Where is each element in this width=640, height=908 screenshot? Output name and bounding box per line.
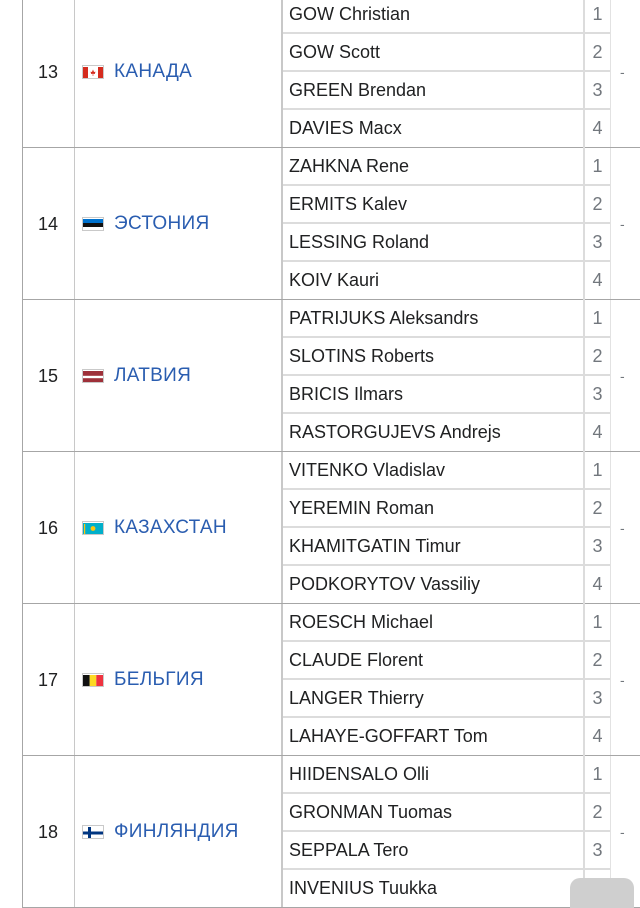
leg-number: 1 bbox=[592, 4, 603, 24]
team-rank: 15 bbox=[37, 366, 59, 386]
athlete-name: GOW Scott bbox=[289, 42, 381, 62]
athlete-name: ZAHKNA Rene bbox=[289, 156, 410, 176]
finland-flag-icon bbox=[82, 825, 104, 839]
athlete-row bbox=[283, 262, 610, 300]
athlete-row bbox=[283, 680, 610, 718]
athlete-row bbox=[283, 870, 610, 908]
athlete-row bbox=[283, 300, 610, 338]
athlete-name: SEPPALA Tero bbox=[289, 840, 409, 860]
leg-number: 2 bbox=[592, 650, 603, 670]
athlete-name: LANGER Thierry bbox=[289, 688, 424, 708]
leg-number: 4 bbox=[592, 574, 603, 594]
country-link[interactable]: КАНАДА bbox=[114, 61, 193, 82]
leg-number: 4 bbox=[592, 270, 603, 290]
athlete-row bbox=[283, 452, 610, 490]
athlete-list bbox=[283, 0, 610, 148]
athlete-list bbox=[283, 452, 610, 604]
belgium-flag-icon bbox=[82, 673, 104, 687]
athlete-name: BRICIS Ilmars bbox=[289, 384, 404, 404]
leg-number: 2 bbox=[592, 802, 603, 822]
team-block bbox=[22, 300, 640, 452]
athlete-name: ROESCH Michael bbox=[289, 612, 434, 632]
leg-number: 3 bbox=[592, 80, 603, 100]
athlete-name: CLAUDE Florent bbox=[289, 650, 424, 670]
athlete-name: VITENKO Vladislav bbox=[289, 460, 446, 480]
team-result-dash: - bbox=[620, 520, 625, 536]
athlete-name: YEREMIN Roman bbox=[289, 498, 435, 518]
athlete-row bbox=[283, 566, 610, 604]
canada-flag-icon bbox=[82, 65, 104, 79]
country-link[interactable]: ЭСТОНИЯ bbox=[114, 213, 210, 234]
leg-number: 2 bbox=[592, 498, 603, 518]
column-divider bbox=[74, 0, 75, 147]
country-link[interactable]: ЛАТВИЯ bbox=[114, 365, 192, 386]
athlete-row bbox=[283, 794, 610, 832]
athlete-name: HIIDENSALO Olli bbox=[289, 764, 430, 784]
column-divider bbox=[74, 300, 75, 451]
athlete-row bbox=[283, 110, 610, 148]
country-link[interactable]: БЕЛЬГИЯ bbox=[114, 669, 204, 690]
team-rank: 13 bbox=[37, 62, 59, 82]
athlete-row bbox=[283, 186, 610, 224]
athlete-list bbox=[283, 604, 610, 756]
athlete-row bbox=[283, 642, 610, 680]
athlete-row bbox=[283, 148, 610, 186]
athlete-name: KOIV Kauri bbox=[289, 270, 380, 290]
athlete-name: GOW Christian bbox=[289, 4, 411, 24]
country-cell bbox=[82, 148, 209, 300]
leg-number: 4 bbox=[592, 118, 603, 138]
leg-number: 2 bbox=[592, 42, 603, 62]
leg-number: 1 bbox=[592, 612, 603, 632]
athlete-name: ERMITS Kalev bbox=[289, 194, 408, 214]
leg-number: 1 bbox=[592, 156, 603, 176]
column-divider bbox=[74, 452, 75, 603]
athlete-name: GREEN Brendan bbox=[289, 80, 427, 100]
kazakhstan-flag-icon bbox=[82, 521, 104, 535]
team-result-dash: - bbox=[620, 216, 625, 232]
athlete-row bbox=[283, 718, 610, 756]
athlete-name: LAHAYE-GOFFART Tom bbox=[289, 726, 488, 746]
country-cell bbox=[82, 0, 192, 148]
athlete-row bbox=[283, 756, 610, 794]
athlete-list bbox=[283, 300, 610, 452]
latvia-flag-icon bbox=[82, 369, 104, 383]
leg-number: 3 bbox=[592, 840, 603, 860]
athlete-name: PODKORYTOV Vassiliy bbox=[289, 574, 481, 594]
country-link[interactable]: КАЗАХСТАН bbox=[114, 517, 227, 538]
team-rank: 14 bbox=[37, 214, 59, 234]
athlete-name: LESSING Roland bbox=[289, 232, 430, 252]
athlete-row bbox=[283, 528, 610, 566]
athlete-list bbox=[283, 148, 610, 300]
column-divider bbox=[610, 300, 611, 451]
team-block bbox=[22, 756, 640, 908]
athlete-row bbox=[283, 0, 610, 34]
athlete-row bbox=[283, 414, 610, 452]
team-block bbox=[22, 0, 640, 148]
leg-number: 3 bbox=[592, 688, 603, 708]
team-block bbox=[22, 148, 640, 300]
athlete-name: INVENIUS Tuukka bbox=[289, 878, 438, 898]
column-divider bbox=[74, 148, 75, 299]
leg-number: 1 bbox=[592, 764, 603, 784]
leg-number: 4 bbox=[592, 422, 603, 442]
athlete-name: DAVIES Macx bbox=[289, 118, 402, 138]
team-rank: 18 bbox=[37, 822, 59, 842]
athlete-row bbox=[283, 376, 610, 414]
team-result-dash: - bbox=[620, 672, 625, 688]
country-link[interactable]: ФИНЛЯНДИЯ bbox=[114, 821, 239, 842]
column-divider bbox=[610, 148, 611, 299]
country-cell bbox=[82, 300, 191, 452]
athlete-row bbox=[283, 832, 610, 870]
leg-number: 3 bbox=[592, 232, 603, 252]
leg-number: 3 bbox=[592, 536, 603, 556]
column-divider bbox=[610, 452, 611, 603]
team-result-dash: - bbox=[620, 64, 625, 80]
athlete-row bbox=[283, 72, 610, 110]
athlete-row bbox=[283, 224, 610, 262]
scroll-to-top-button[interactable] bbox=[570, 878, 634, 908]
column-divider bbox=[610, 604, 611, 755]
athlete-row bbox=[283, 338, 610, 376]
team-result-dash: - bbox=[620, 824, 625, 840]
leg-number: 1 bbox=[592, 308, 603, 328]
country-cell bbox=[82, 452, 227, 604]
leg-number: 1 bbox=[592, 460, 603, 480]
athlete-row bbox=[283, 604, 610, 642]
leg-number: 2 bbox=[592, 194, 603, 214]
leg-number: 2 bbox=[592, 346, 603, 366]
leg-number: 4 bbox=[592, 726, 603, 746]
leg-number: 3 bbox=[592, 384, 603, 404]
athlete-list bbox=[283, 756, 610, 908]
team-block bbox=[22, 604, 640, 756]
country-cell bbox=[82, 756, 239, 908]
athlete-row bbox=[283, 34, 610, 72]
estonia-flag-icon bbox=[82, 217, 104, 231]
team-result-dash: - bbox=[620, 368, 625, 384]
column-divider bbox=[74, 756, 75, 907]
athlete-name: KHAMITGATIN Timur bbox=[289, 536, 461, 556]
athlete-name: SLOTINS Roberts bbox=[289, 346, 435, 366]
team-rank: 17 bbox=[37, 670, 59, 690]
team-rank: 16 bbox=[37, 518, 59, 538]
athlete-name: RASTORGUJEVS Andrejs bbox=[289, 422, 501, 442]
country-cell bbox=[82, 604, 204, 756]
column-divider bbox=[610, 0, 611, 147]
athlete-name: GRONMAN Tuomas bbox=[289, 802, 453, 822]
column-divider bbox=[74, 604, 75, 755]
athlete-name: PATRIJUKS Aleksandrs bbox=[289, 308, 479, 328]
team-block bbox=[22, 452, 640, 604]
athlete-row bbox=[283, 490, 610, 528]
